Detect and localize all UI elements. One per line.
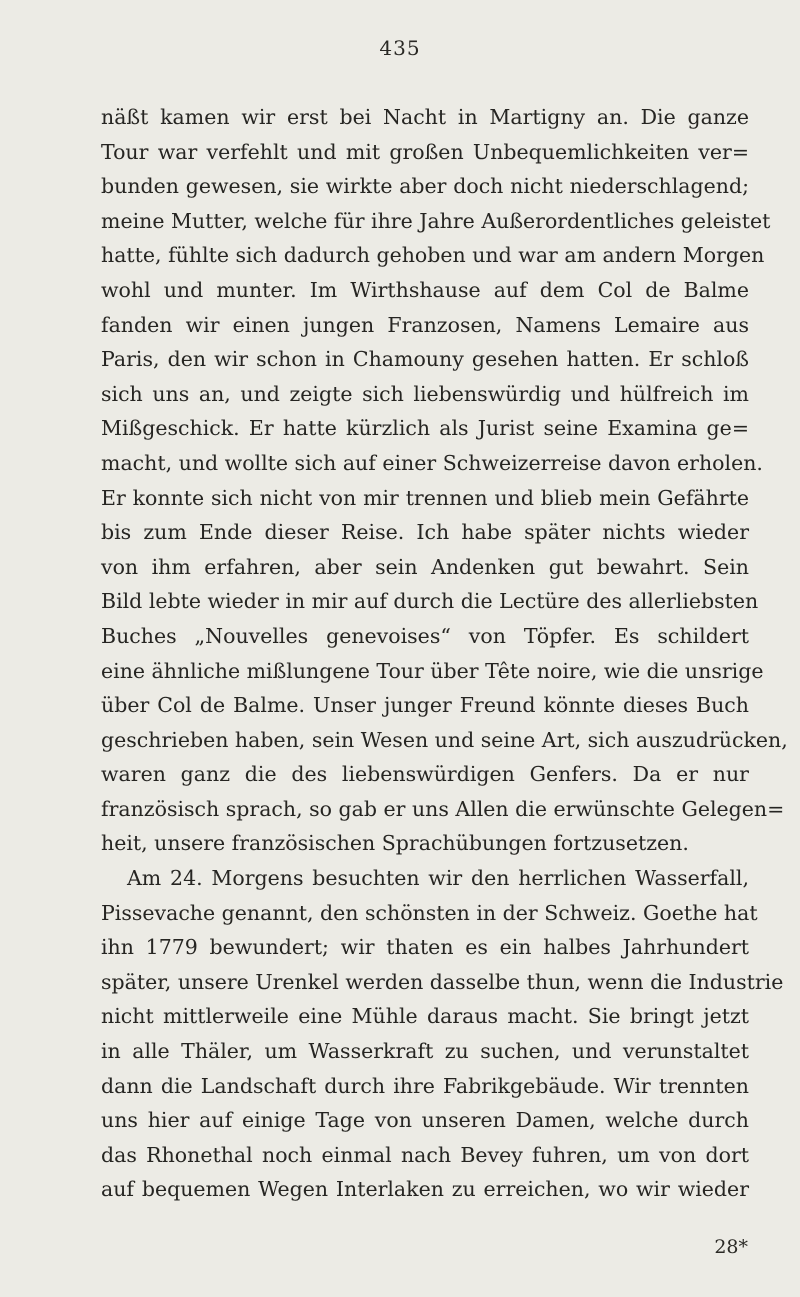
text-line: Paris, den wir schon in Chamouny gesehen hatten. Er schloß: [101, 347, 749, 372]
text-line: wohl und munter. Im Wirthshause auf dem Col de Balme: [101, 277, 749, 302]
text-line: meine Mutter, welche für ihre Jahre Außerordentliches geleistet: [101, 208, 771, 233]
text-line: über Col de Balme. Unser junger Freund könnte dieses Buch: [101, 693, 749, 718]
text-line: Buches „Nouvelles genevoises“ von Töpfer. Es schildert: [101, 623, 749, 648]
text-line: Am 24. Morgens besuchten wir den herrlichen Wasserfall,: [127, 866, 749, 891]
text-line: auf bequemen Wegen Interlaken zu erreichen, wo wir wieder: [101, 1177, 749, 1202]
text-line: Mißgeschick. Er hatte kürzlich als Jurist seine Examina ge=: [101, 416, 749, 441]
text-line: geschrieben haben, sein Wesen und seine Art, sich auszudrücken,: [101, 727, 788, 752]
text-line: näßt kamen wir erst bei Nacht in Martigny an. Die ganze: [101, 105, 749, 129]
signature-mark: 28*: [714, 1236, 748, 1258]
text-line: dann die Landschaft durch ihre Fabrikgebäude. Wir trennten: [101, 1073, 749, 1098]
text-line: Er konnte sich nicht von mir trennen und blieb mein Gefährte: [101, 485, 749, 510]
text-line: von ihm erfahren, aber sein Andenken gut bewahrt. Sein: [101, 554, 749, 579]
text-line: ihn 1779 bewundert; wir thaten es ein halbes Jahrhundert: [101, 935, 749, 960]
text-line: bunden gewesen, sie wirkte aber doch nicht niederschlagend;: [101, 174, 749, 199]
text-line: waren ganz die des liebenswürdigen Genfers. Da er nur: [101, 762, 749, 787]
text-line: bis zum Ende dieser Reise. Ich habe später nichts wieder: [101, 520, 749, 545]
text-line: Pissevache genannt, den schönsten in der Schweiz. Goethe hat: [101, 900, 758, 925]
body-text: [101, 100, 788, 1207]
text-line: Bild lebte wieder in mir auf durch die Lectüre des allerliebsten: [101, 589, 759, 614]
text-line: uns hier auf einige Tage von unseren Damen, welche durch: [101, 1108, 749, 1133]
text-line: macht, und wollte sich auf einer Schweizerreise davon erholen.: [101, 450, 763, 475]
text-line: fanden wir einen jungen Franzosen, Namens Lemaire aus: [101, 312, 749, 337]
text-line: eine ähnliche mißlungene Tour über Tête noire, wie die unsrige: [101, 658, 764, 683]
text-line: Tour war verfehlt und mit großen Unbequemlichkeiten ver=: [101, 139, 749, 164]
text-line: hatte, fühlte sich dadurch gehoben und war am andern Morgen: [101, 243, 765, 268]
text-line: nicht mittlerweile eine Mühle daraus macht. Sie bringt jetzt: [101, 1004, 749, 1029]
text-line: heit, unsere französischen Sprachübungen fortzusetzen.: [101, 831, 689, 856]
text-line: französisch sprach, so gab er uns Allen die erwünschte Gelegen=: [101, 796, 785, 821]
page-number: 435: [379, 36, 421, 60]
text-line: sich uns an, und zeigte sich liebenswürdig und hülfreich im: [101, 381, 749, 406]
text-line: später, unsere Urenkel werden dasselbe thun, wenn die Industrie: [101, 969, 784, 994]
text-line: das Rhonethal noch einmal nach Bevey fuhren, um von dort: [101, 1142, 749, 1167]
text-line: in alle Thäler, um Wasserkraft zu suchen, und verunstaltet: [101, 1039, 749, 1064]
